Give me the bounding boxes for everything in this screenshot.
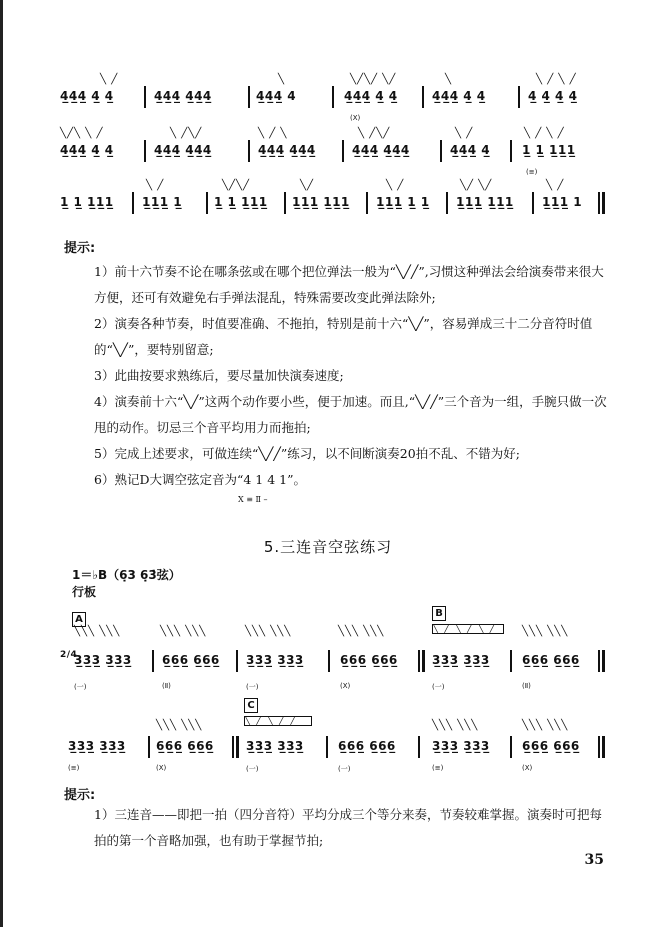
rehearsal-mark-c: C <box>244 698 258 713</box>
measure: 3̲3̲3̲ 3̲3̲3̲ <box>246 739 304 753</box>
bowing-marks: ╲ ╱╲╱ <box>170 128 203 139</box>
tuning-strings: Ⅹ ≡ Ⅱ – <box>238 495 268 504</box>
measure: 4̲4̲4̲ 4̲ 4̲ <box>344 89 398 103</box>
tips-label-2: 提示: <box>64 788 96 803</box>
section-title: 5.三连音空弦练习 <box>263 538 393 556</box>
bowing-marks: ╲╲╲ ╲╲╲ <box>432 720 479 731</box>
bowing-bracket: ╲ ╱ ╲ ╱ ╱ <box>244 716 312 726</box>
bowing-marks: ╲ ╱ <box>455 128 474 139</box>
string-marker: (X) <box>156 764 167 772</box>
measure: 1̲1̲1̲ 1̲1̲1̲ <box>456 195 514 209</box>
string-marker: (一) <box>246 683 259 691</box>
measure: 4̲4̲4̲ 4̲ 4̲ <box>60 89 114 103</box>
tips-list-1 <box>64 259 609 493</box>
tips-list-2 <box>64 802 609 854</box>
measure: 1̲1̲1̲ 1̲1̲1̲ <box>292 195 350 209</box>
bowing-marks: ╲ ╱ <box>146 180 165 191</box>
tempo-marking: 行板 <box>72 585 97 599</box>
string-marker: (X) <box>522 764 533 772</box>
measure: 4̲4̲4̲ 4 <box>256 89 297 103</box>
time-signature: 2/4 <box>60 650 78 660</box>
staff-row-1 <box>60 74 616 122</box>
string-marker: (一) <box>74 683 87 691</box>
bowing-marks: ╲╱╲ ╲ ╱ <box>60 128 104 139</box>
string-marker: (一) <box>432 683 445 691</box>
bowing-marks: ╲╲╲ ╲╲╲ <box>245 626 292 637</box>
string-marker: (≡) <box>432 764 444 772</box>
measure: 4̲4̲4̲ 4̲4̲4̲ <box>258 143 316 157</box>
measure: 1̲1̲1̲ 1̲ 1̲ <box>376 195 430 209</box>
bowing-bracket: ╲ ╱ ╲ ╱ ╲ ╱ <box>432 624 504 634</box>
measure: 4̲4̲4̲ 4̲4̲4̲ <box>154 143 212 157</box>
tip-6: 6）熟记D大调空弦定音为“4 1 4 1”。 <box>94 472 306 487</box>
measure: 4̲4̲4̲ 4̲4̲4̲ <box>352 143 410 157</box>
bowing-marks: ╲╱ ╲╱ <box>460 180 493 191</box>
staff-row-3 <box>60 180 616 209</box>
tip-4: 4）演奏前十六“╲╱”这两个动作要小些，便于加速。而且,“╲╱╱”三个音为一组，手腕只做一次甩的动作。切忌三个音平均用力而拖拍; <box>94 394 607 435</box>
measure: 3̲3̲3̲ 3̲3̲3̲ <box>432 739 490 753</box>
staff-row-4 <box>60 626 616 691</box>
measure: 6̲6̲6̲ 6̲6̲6̲ <box>340 653 398 667</box>
tip-triplet: 1）三连音——即把一拍（四分音符）平均分成三个等分来奏，节奏较难掌握。演奏时可把每拍的第一个音略加强，也有助于掌握节拍; <box>94 807 602 848</box>
measure: 6̲6̲6̲ 6̲6̲6̲ <box>522 739 580 753</box>
measure: 4̲4̲4̲ 4̲ 4̲ <box>432 89 486 103</box>
bowing-marks: ╲╱╲╱ <box>222 180 251 191</box>
rehearsal-mark-b: B <box>432 606 446 621</box>
bowing-marks: ╲ ╱ <box>386 180 405 191</box>
tip-1: 1）前十六节奏不论在哪条弦或在哪个把位弹法一般为“╲╱╱”,习惯这种弹法会给演奏带来很大方便，还可有效避免右手弹法混乱，特殊需要改变此弹法除外; <box>94 264 604 305</box>
staff-row-5 <box>60 720 616 773</box>
string-marker: (≡) <box>68 764 80 772</box>
bowing-marks: ╲ ╱ <box>546 180 565 191</box>
bowing-marks: ╲ ╱ <box>100 74 119 85</box>
tip-5: 5）完成上述要求，可做连续“╲╱╱”练习，以不间断演奏20拍不乱、不错为好; <box>94 446 520 461</box>
bowing-marks: ╲╲╲ ╲╲╲ <box>156 720 203 731</box>
bowing-marks: ╲ ╱╲╱ <box>358 128 391 139</box>
measure: 6̲6̲6̲ 6̲6̲6̲ <box>162 653 220 667</box>
bowing-marks: ╲ ╱ ╲ ╱ <box>536 74 577 85</box>
measure: 1̲ 1̲ 1̲1̲1̲ <box>522 143 576 157</box>
page-edge <box>0 0 3 927</box>
measure: 6̲6̲6̲ 6̲6̲6̲ <box>338 739 396 753</box>
string-marker: (一) <box>246 765 259 773</box>
string-marker: (X) <box>350 114 361 122</box>
page-number: 35 <box>584 852 604 868</box>
tip-3: 3）此曲按要求熟练后，要尽量加快演奏速度; <box>94 368 344 383</box>
measure: 4̲4̲4̲ 4̲ <box>450 143 491 157</box>
measure: 1̲ 1̲ 1̲1̲1̲ <box>60 195 114 209</box>
bowing-marks: ╲╲╲ ╲╲╲ <box>74 626 121 637</box>
bowing-marks: ╲ <box>445 74 453 85</box>
string-marker: (一) <box>338 765 351 773</box>
measure: 3̲3̲3̲ 3̲3̲3̲ <box>246 653 304 667</box>
string-marker: (Ⅱ) <box>522 682 531 690</box>
bowing-marks: ╲╲╲ ╲╲╲ <box>522 720 569 731</box>
bowing-marks: ╲╲╲ ╲╲╲ <box>522 626 569 637</box>
tips-label: 提示: <box>64 241 96 256</box>
measure: 3̲3̲3̲ 3̲3̲3̲ <box>68 739 126 753</box>
bowing-marks: ╲╱ <box>300 180 315 191</box>
measure: 1̲1̲1̲ 1̲ <box>142 195 183 209</box>
measure: 4̲4̲4̲ 4̲ 4̲ <box>60 143 114 157</box>
string-marker: (Ⅱ) <box>162 682 171 690</box>
measure: 1̲1̲1̲ 1 <box>542 195 583 209</box>
measure: 4̲4̲4̲ 4̲4̲4̲ <box>154 89 212 103</box>
bowing-marks: ╲╲╲ ╲╲╲ <box>160 626 207 637</box>
measure: 3̲3̲3̲ 3̲3̲3̲ <box>74 653 132 667</box>
string-marker: (X) <box>340 682 351 690</box>
measure: 4̲ 4̲ 4̲ 4̲ <box>528 89 578 103</box>
rehearsal-mark-a: A <box>72 612 86 627</box>
bowing-marks: ╲ <box>278 74 286 85</box>
tip-2: 2）演奏各种节奏，时值要准确、不拖拍，特别是前十六“╲╱”，容易弹成三十二分音符时值的“╲╱”，要特别留意; <box>94 316 593 357</box>
measure: 6̲6̲6̲ 6̲6̲6̲ <box>156 739 214 753</box>
key-signature: 1＝♭B（6̣3 6̣3̇弦） <box>72 568 181 582</box>
staff-row-2 <box>60 128 616 176</box>
string-marker: (≡) <box>526 168 538 176</box>
bowing-marks: ╲╱╲╱ ╲╱ <box>350 74 397 85</box>
measure: 1̲ 1̲ 1̲1̲1̲ <box>214 195 268 209</box>
bowing-marks: ╲╲╲ ╲╲╲ <box>338 626 385 637</box>
measure: 3̲3̲3̲ 3̲3̲3̲ <box>432 653 490 667</box>
measure: 6̲6̲6̲ 6̲6̲6̲ <box>522 653 580 667</box>
bowing-marks: ╲ ╱ ╲ <box>258 128 288 139</box>
bowing-marks: ╲ ╱ ╲ ╱ <box>524 128 565 139</box>
